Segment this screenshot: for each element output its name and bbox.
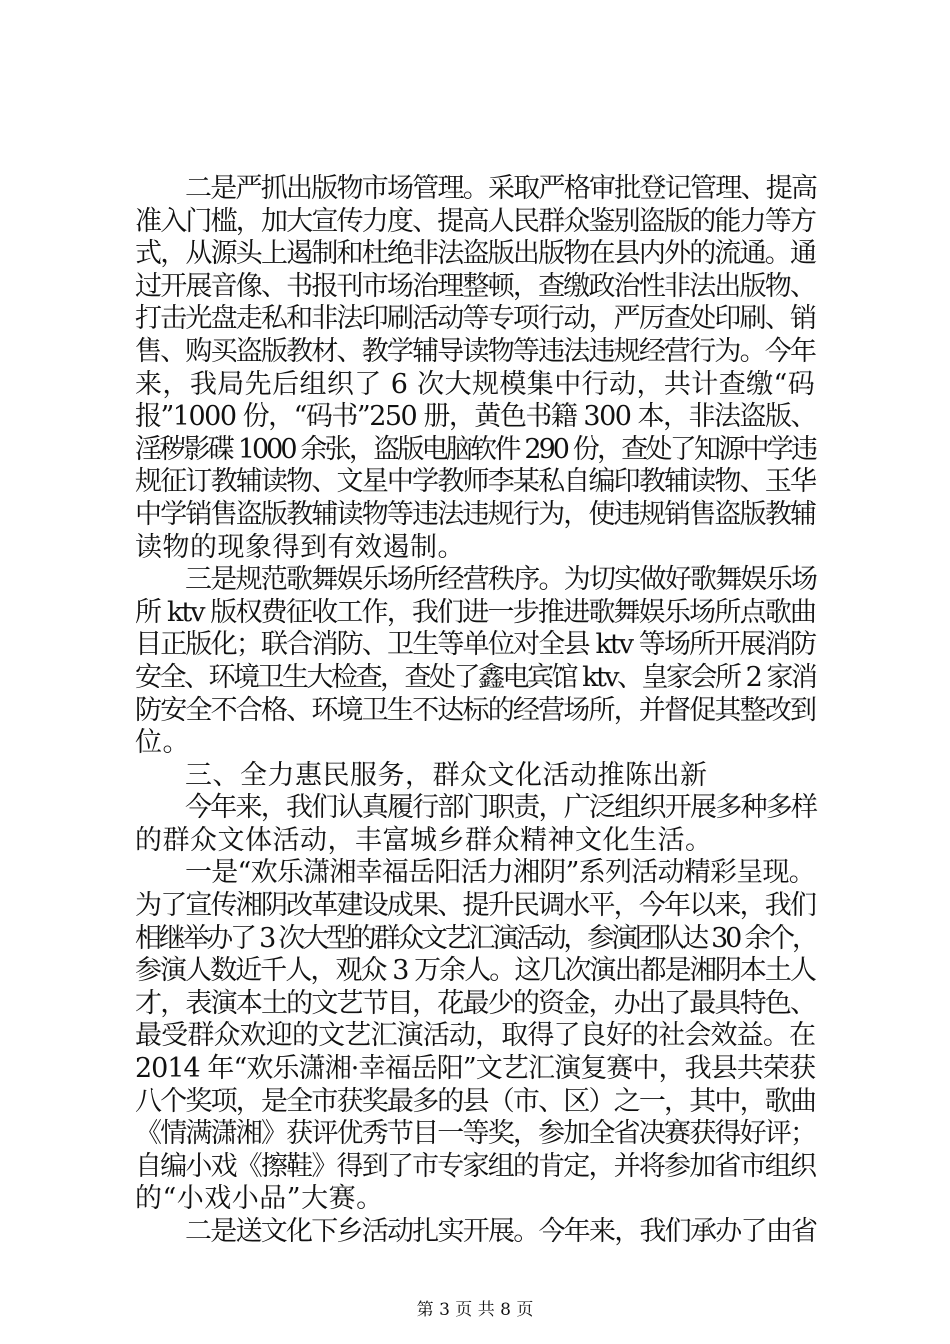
text-line: 准入门槛，加大宣传力度、提高人民群众鉴别盗版的能力等方 bbox=[135, 205, 815, 237]
text-line: 的“小戏小品”大赛。 bbox=[135, 1183, 384, 1215]
text-line: 式，从源头上遏制和杜绝非法盗版出版物在县内外的流通。通 bbox=[135, 238, 815, 270]
text-line: 报”1000 份，“码书”250 册，黄色书籍 300 本，非法盗版、 bbox=[135, 401, 817, 433]
text-line: 《情满潇湘》获评优秀节目一等奖，参加全省决赛获得好评； bbox=[135, 1118, 815, 1150]
text-line: 的群众文体活动，丰富城乡群众精神文化生活。 bbox=[135, 824, 713, 856]
text-line: 一是“欢乐潇湘幸福岳阳活力湘阴”系列活动精彩呈现。 bbox=[185, 857, 815, 889]
text-line: 2014 年“欢乐潇湘·幸福岳阳”文艺汇演复赛中，我县共荣获 bbox=[135, 1053, 815, 1085]
text-line: 打击光盘走私和非法印刷活动等专项行动，严厉查处印刷、销 bbox=[135, 303, 815, 335]
text-line: 中学销售盗版教辅读物等违法违规行为，使违规销售盗版教辅 bbox=[135, 498, 815, 530]
text-line: 二是严抓出版物市场管理。采取严格审批登记管理、提高 bbox=[185, 173, 817, 204]
text-line: 售、购买盗版教材、教学辅导读物等违法违规经营行为。今年 bbox=[135, 335, 815, 367]
text-line: 防安全不合格、环境卫生不达标的经营场所，并督促其整改到 bbox=[135, 694, 815, 726]
text-line: 过开展音像、书报刊市场治理整顿，查缴政治性非法出版物、 bbox=[135, 270, 815, 302]
text-line: 三是规范歌舞娱乐场所经营秩序。为切实做好歌舞娱乐场 bbox=[185, 564, 817, 596]
text-line: 读物的现象得到有效遏制。 bbox=[135, 531, 465, 563]
text-line: 自编小戏《擦鞋》得到了市专家组的肯定，并将参加省市组织 bbox=[135, 1150, 815, 1182]
text-line: 来，我局先后组织了 6 次大规模集中行动，共计查缴“码 bbox=[135, 368, 815, 400]
page-footer: 第 3 页 共 8 页 bbox=[416, 1300, 534, 1320]
text-line: 所 ktv 版权费征收工作，我们进一步推进歌舞娱乐场所点歌曲 bbox=[135, 596, 815, 628]
document-body bbox=[135, 173, 815, 1249]
text-line: 相继举办了 3 次大型的群众文艺汇演活动，参演团队达 30 余个， bbox=[135, 922, 816, 954]
text-line: 三、全力惠民服务，群众文化活动推陈出新 bbox=[185, 759, 708, 791]
text-line: 八个奖项，是全市获奖最多的县（市、区）之一，其中，歌曲 bbox=[135, 1085, 815, 1117]
text-line: 今年来，我们认真履行部门职责，广泛组织开展多种多样 bbox=[185, 792, 817, 824]
text-line: 安全、环境卫生大检查，查处了鑫电宾馆 ktv、皇家会所 2 家消 bbox=[135, 661, 816, 693]
text-line: 才，表演本土的文艺节目，花最少的资金，办出了最具特色、 bbox=[135, 987, 815, 1019]
text-line: 淫秽影碟 1000 余张，盗版电脑软件 290 份，查处了知源中学违 bbox=[135, 433, 815, 465]
text-line: 位。 bbox=[135, 727, 190, 759]
text-line: 目正版化；联合消防、卫生等单位对全县 ktv 等场所开展消防 bbox=[135, 629, 815, 661]
text-line: 最受群众欢迎的文艺汇演活动，取得了良好的社会效益。在 bbox=[135, 1020, 815, 1052]
text-line: 参演人数近千人，观众 3 万余人。这几次演出都是湘阴本土人 bbox=[135, 955, 815, 987]
text-line: 为了宣传湘阴改革建设成果、提升民调水平，今年以来，我们 bbox=[135, 890, 815, 922]
text-line: 二是送文化下乡活动扎实开展。今年来，我们承办了由省 bbox=[185, 1216, 817, 1247]
text-line: 规征订教辅读物、文星中学教师李某私自编印教辅读物、玉华 bbox=[135, 466, 815, 498]
